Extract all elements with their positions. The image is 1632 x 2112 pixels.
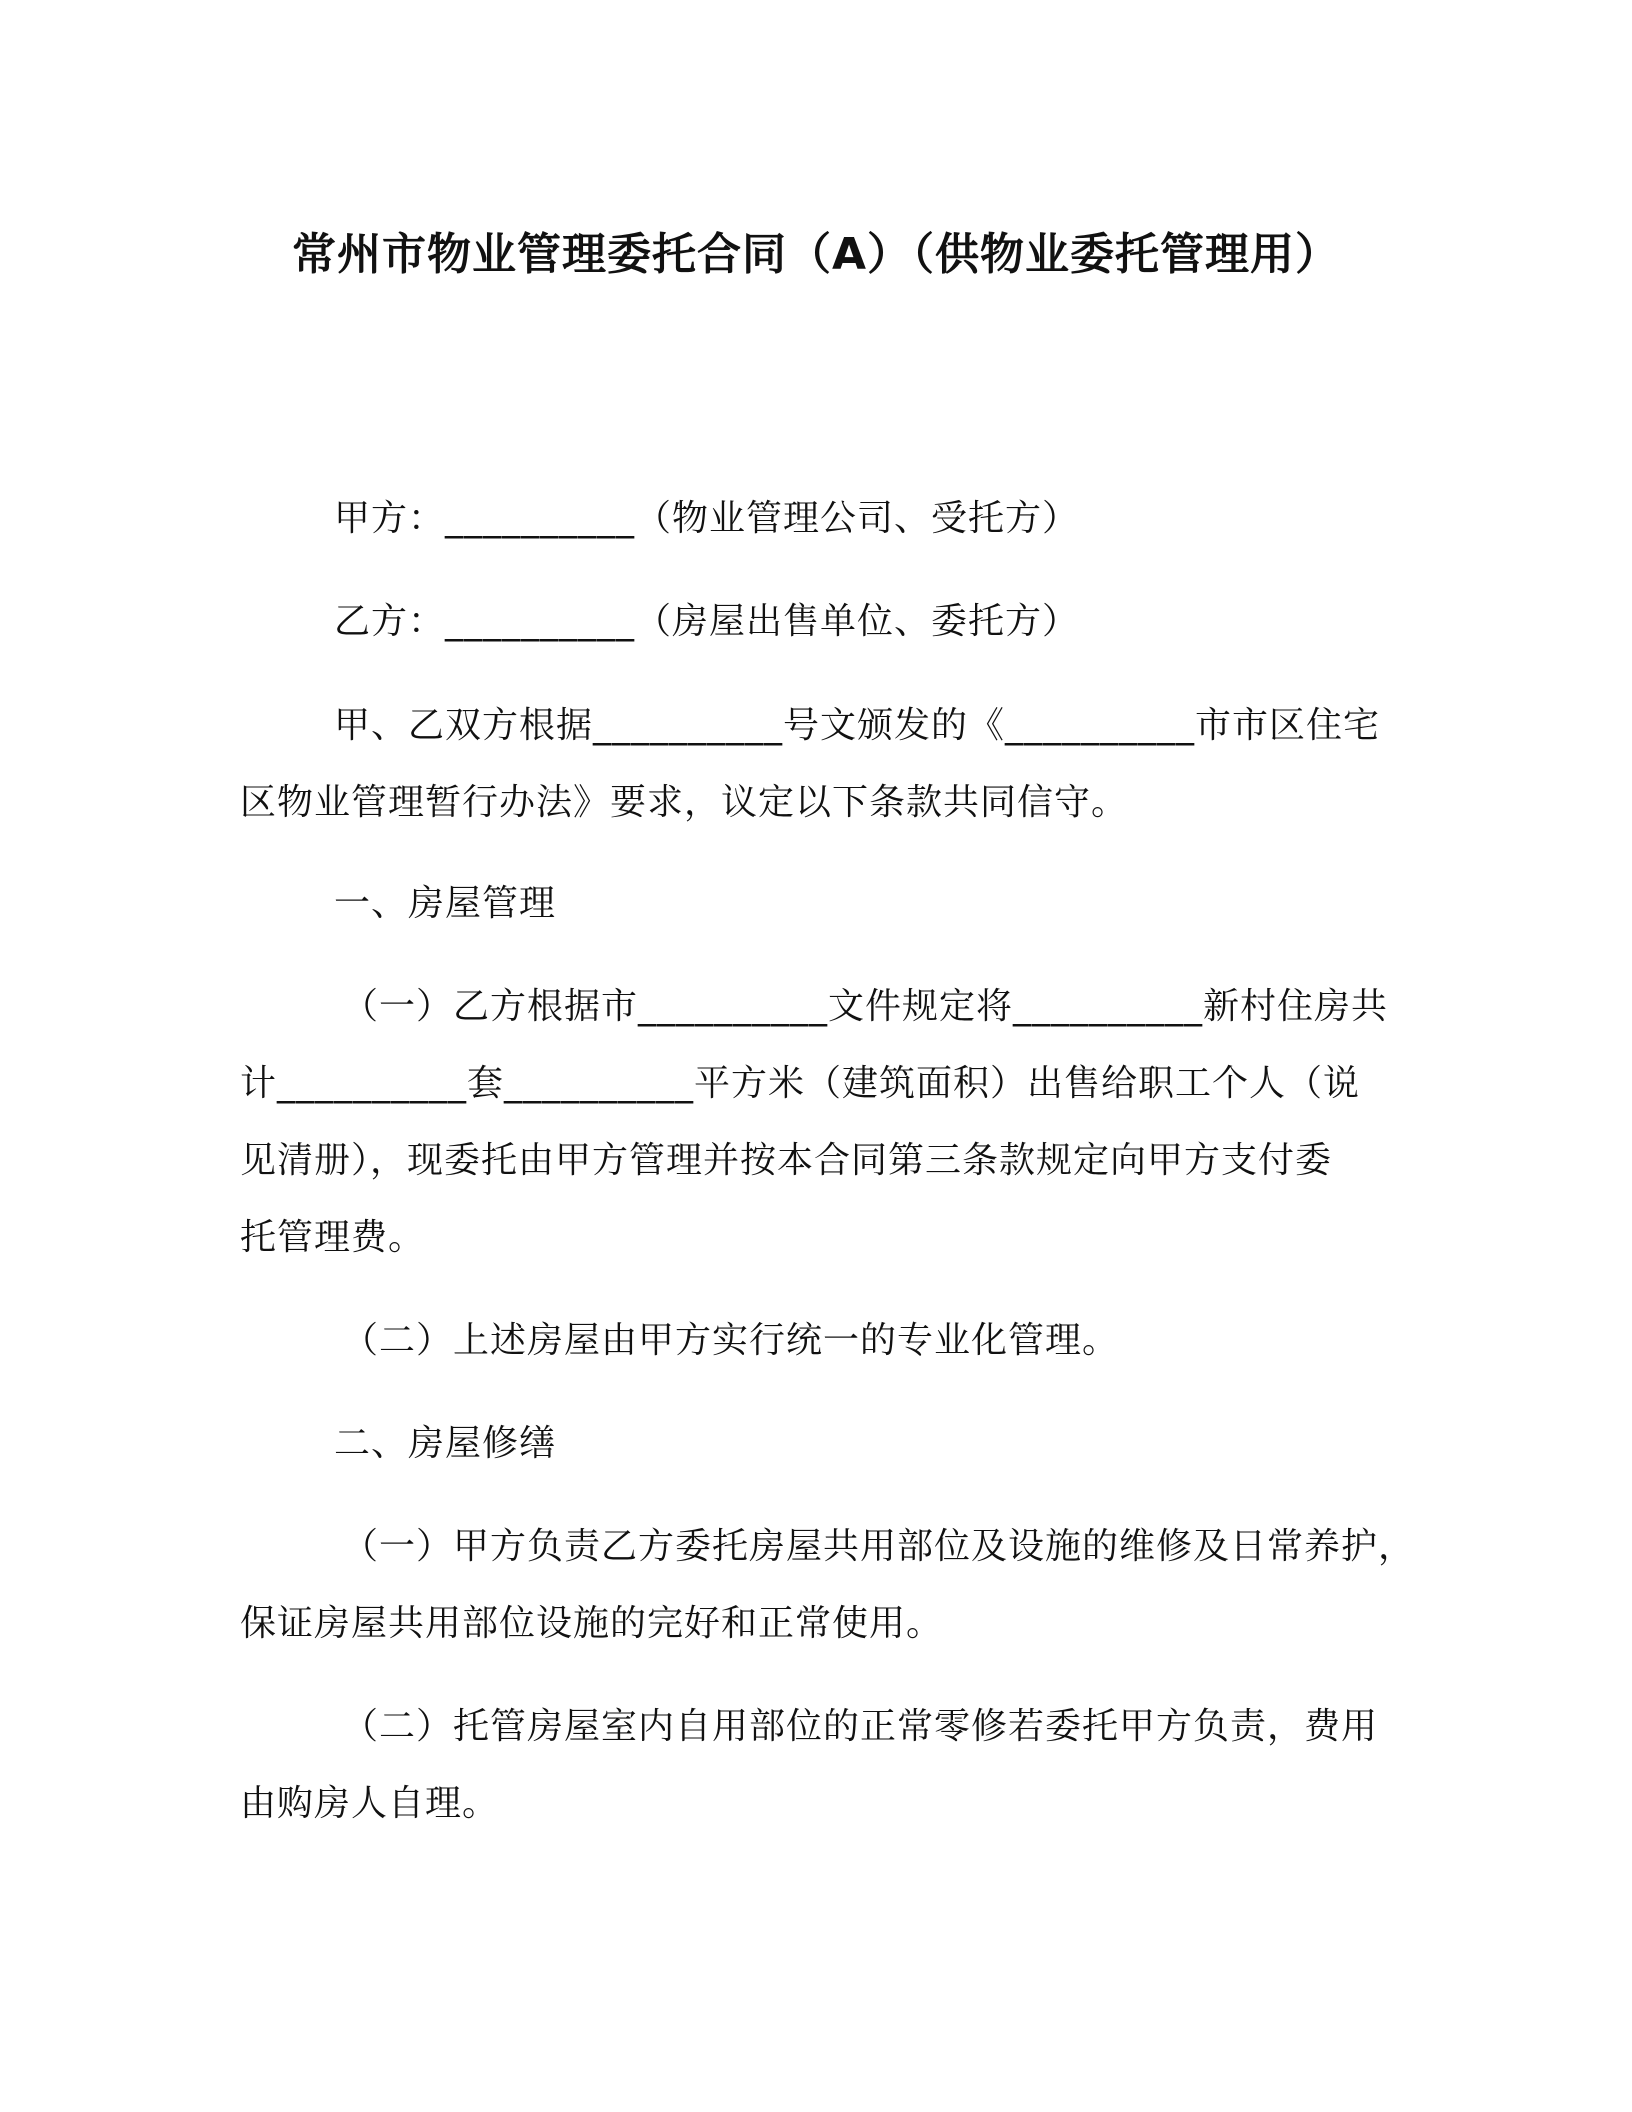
party-a-line: 甲方：__________（物业管理公司、受托方） bbox=[334, 498, 1080, 539]
clause-1-1-line-1: （一）乙方根据市__________文件规定将__________新村住房共 bbox=[342, 986, 1389, 1027]
clause-1-2: （二）上述房屋由甲方实行统一的专业化管理。 bbox=[342, 1320, 1120, 1361]
document-title: 常州市物业管理委托合同（A）（供物业委托管理用） bbox=[291, 229, 1341, 280]
clause-2-1-line-1: （一）甲方负责乙方委托房屋共用部位及设施的维修及日常养护， bbox=[342, 1526, 1416, 1567]
preamble-line-1: 甲、乙双方根据__________号文颁发的《__________市市区住宅 bbox=[334, 705, 1381, 746]
party-b-line: 乙方：__________（房屋出售单位、委托方） bbox=[334, 601, 1080, 642]
clause-2-2-line-2: 由购房人自理。 bbox=[240, 1783, 500, 1824]
clause-2-2-line-1: （二）托管房屋室内自用部位的正常零修若委托甲方负责，费用 bbox=[342, 1706, 1379, 1747]
preamble-line-2: 区物业管理暂行办法》要求，议定以下条款共同信守。 bbox=[240, 782, 1129, 823]
section-heading-1: 一、房屋管理 bbox=[334, 883, 557, 924]
clause-2-1-line-2: 保证房屋共用部位设施的完好和正常使用。 bbox=[240, 1603, 944, 1644]
section-heading-2: 二、房屋修缮 bbox=[334, 1423, 557, 1464]
clause-1-1-line-4: 托管理费。 bbox=[240, 1217, 426, 1258]
clause-1-1-line-3: 见清册），现委托由甲方管理并按本合同第三条款规定向甲方支付委 bbox=[240, 1140, 1333, 1181]
clause-1-1-line-2: 计__________套__________平方米（建筑面积）出售给职工个人（说 bbox=[240, 1063, 1361, 1104]
